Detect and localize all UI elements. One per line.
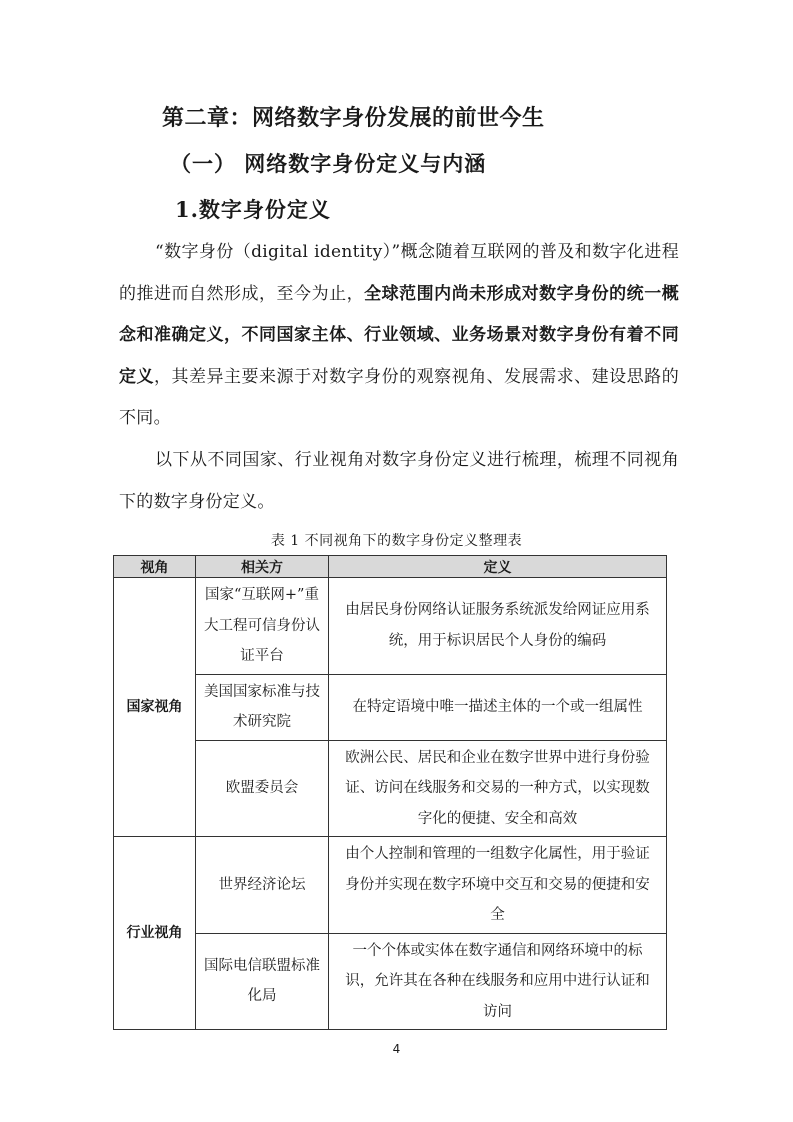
header-party: 相关方 (196, 556, 329, 578)
table-header-row (114, 556, 667, 578)
party-cell: 国家“互联网+”重大工程可信身份认证平台 (196, 578, 329, 675)
intro-paragraph-part3: ，其差异主要来源于对数字身份的观察视角、发展需求、建设思路的不同。 (119, 366, 679, 428)
intro-paragraph-part1: “数字身份（digital identity）”概念随着互联网的普及和数字化进程的推进而自然形成，至今为止， (119, 242, 679, 304)
party-cell: 美国国家标准与技术研究院 (196, 674, 329, 740)
definition-cell: 欧洲公民、居民和企业在数字世界中进行身份验证、访问在线服务和交易的一种方式，以实现数字化的便捷、安全和高效 (329, 740, 667, 837)
table-row (114, 740, 667, 837)
table-intro-paragraph: 以下从不同国家、行业视角对数字身份定义进行梳理，梳理不同视角下的数字身份定义。 (119, 450, 679, 512)
definition-table (113, 555, 667, 1030)
intro-paragraph-emphasis: 全球范围内尚未形成对数字身份的统一概念和准确定义，不同国家主体、行业领域、业务场景对数字身份有着不同定义 (119, 283, 679, 387)
table-row (114, 933, 667, 1030)
table-row (114, 578, 667, 675)
section-title: （一） 网络数字身份定义与内涵 (170, 151, 487, 176)
table-caption: 表 1 不同视角下的数字身份定义整理表 (270, 533, 523, 549)
party-cell: 世界经济论坛 (196, 837, 329, 934)
table-row (114, 837, 667, 934)
table-row (114, 674, 667, 740)
perspective-national: 国家视角 (114, 578, 196, 837)
intro-paragraph (119, 232, 679, 440)
perspective-industry: 行业视角 (114, 837, 196, 1030)
definition-cell: 一个个体或实体在数字通信和网络环境中的标识，允许其在各种在线服务和应用中进行认证和访问 (329, 933, 667, 1030)
chapter-title: 第二章：网络数字身份发展的前世今生 (162, 106, 545, 131)
subsection-title: 1.数字身份定义 (175, 197, 331, 222)
header-perspective: 视角 (114, 556, 196, 578)
definition-cell: 由个人控制和管理的一组数字化属性，用于验证身份并实现在数字环境中交互和交易的便捷和安全 (329, 837, 667, 934)
header-definition: 定义 (329, 556, 667, 578)
definition-cell: 在特定语境中唯一描述主体的一个或一组属性 (329, 674, 667, 740)
definition-cell: 由居民身份网络认证服务系统派发给网证应用系统，用于标识居民个人身份的编码 (329, 578, 667, 675)
party-cell: 欧盟委员会 (196, 740, 329, 837)
party-cell: 国际电信联盟标准化局 (196, 933, 329, 1030)
page-number: 4 (392, 1042, 401, 1056)
